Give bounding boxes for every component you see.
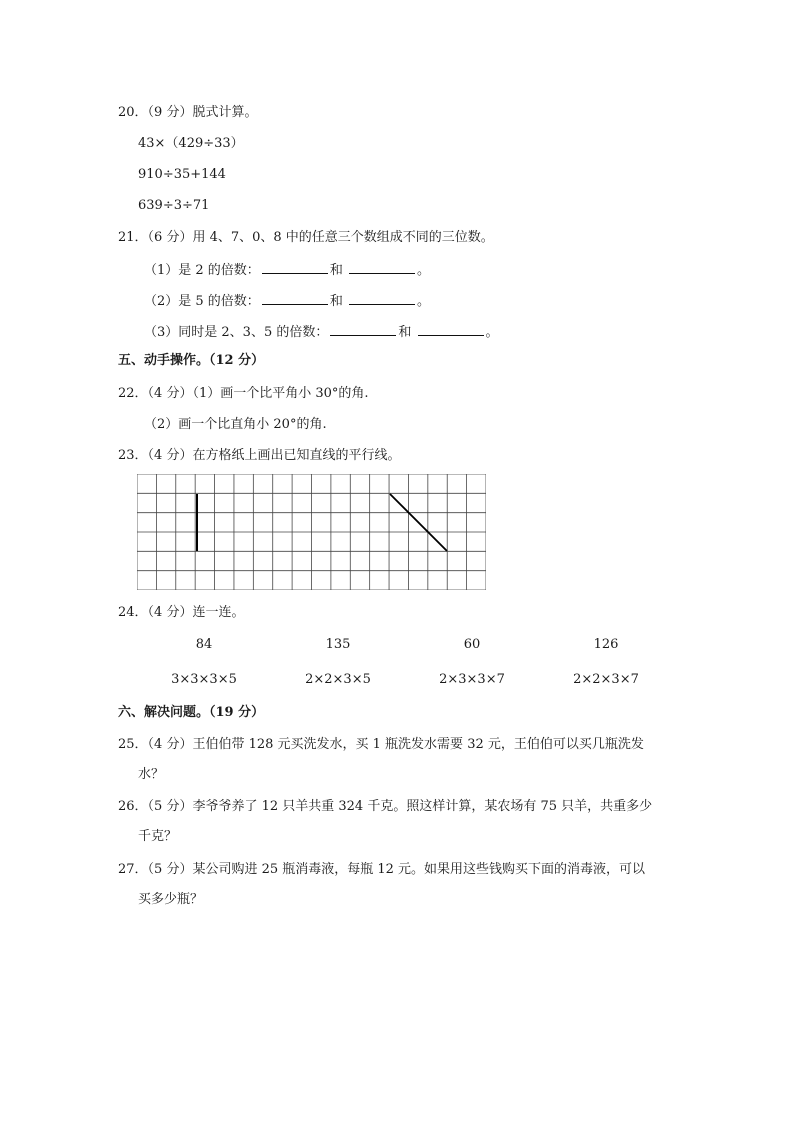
factor-item[interactable]: 2×3×3×7	[439, 672, 505, 687]
grid-lines	[137, 474, 486, 590]
q25-line-2: 水？	[138, 767, 165, 782]
answer-blank[interactable]	[349, 292, 415, 305]
q21-part-2	[144, 292, 430, 310]
answer-blank[interactable]	[349, 261, 415, 274]
q21-part-2-prefix: （2）是 5 的倍数：	[144, 294, 260, 309]
answer-blank[interactable]	[418, 323, 484, 336]
q21-title: 21．（6 分）用 4、7、0、8 中的任意三个数组成不同的三位数。	[118, 230, 494, 245]
answer-blank[interactable]	[262, 292, 328, 305]
section-6-heading: 六、解决问题。（19 分）	[118, 705, 265, 720]
factor-item[interactable]: 2×2×3×5	[305, 672, 371, 687]
q21-part-1-prefix: （1）是 2 的倍数：	[144, 263, 260, 278]
q22-line-2: （2）画一个比直角小 20°的角.	[144, 417, 327, 432]
q21-part-1	[144, 261, 430, 279]
number-item[interactable]: 60	[463, 637, 481, 652]
q25-line-1: 25．（4 分）王伯伯带 128 元买洗发水，买 1 瓶洗发水需要 32 元，王伯伯可以买几瓶洗发	[118, 737, 644, 752]
and-word: 和	[329, 294, 343, 309]
q20-expr-3: 639÷3÷71	[138, 198, 210, 213]
q20-expr-2: 910÷35+144	[138, 167, 226, 182]
q20-expr-1: 43×（429÷33）	[138, 136, 244, 151]
number-item[interactable]: 126	[593, 637, 619, 652]
q22-line-1: 22．（4 分）（1）画一个比平角小 30°的角.	[118, 386, 369, 401]
q21-part-3-prefix: （3）同时是 2、3、5 的倍数：	[144, 325, 329, 340]
factor-item[interactable]: 2×2×3×7	[573, 672, 639, 687]
number-item[interactable]: 135	[325, 637, 351, 652]
q27-line-1: 27．（5 分）某公司购进 25 瓶消毒液，每瓶 12 元。如果用这些钱购买下面的消毒液，可以	[118, 862, 646, 877]
q23-title: 23．（4 分）在方格纸上画出已知直线的平行线。	[118, 448, 401, 463]
grid-paper	[137, 474, 486, 590]
and-word: 和	[329, 263, 343, 278]
factor-item[interactable]: 3×3×3×5	[171, 672, 237, 687]
q24-title: 24．（4 分）连一连。	[118, 605, 245, 620]
section-5-heading: 五、动手操作。（12 分）	[118, 353, 265, 368]
given-line-diagonal	[390, 494, 447, 551]
answer-blank[interactable]	[330, 323, 396, 336]
q20-title: 20．（9 分）脱式计算。	[118, 105, 258, 120]
and-word: 和	[398, 325, 412, 340]
q26-line-2: 千克？	[138, 829, 178, 844]
q26-line-1: 26．（5 分）李爷爷养了 12 只羊共重 324 千克。照这样计算，某农场有 75 只羊，共重多少	[118, 799, 653, 814]
number-item[interactable]: 84	[195, 637, 213, 652]
answer-blank[interactable]	[262, 261, 328, 274]
period: 。	[416, 294, 430, 309]
q21-part-3	[144, 323, 499, 341]
q27-line-2: 买多少瓶？	[138, 892, 204, 907]
period: 。	[416, 263, 430, 278]
period: 。	[485, 325, 499, 340]
